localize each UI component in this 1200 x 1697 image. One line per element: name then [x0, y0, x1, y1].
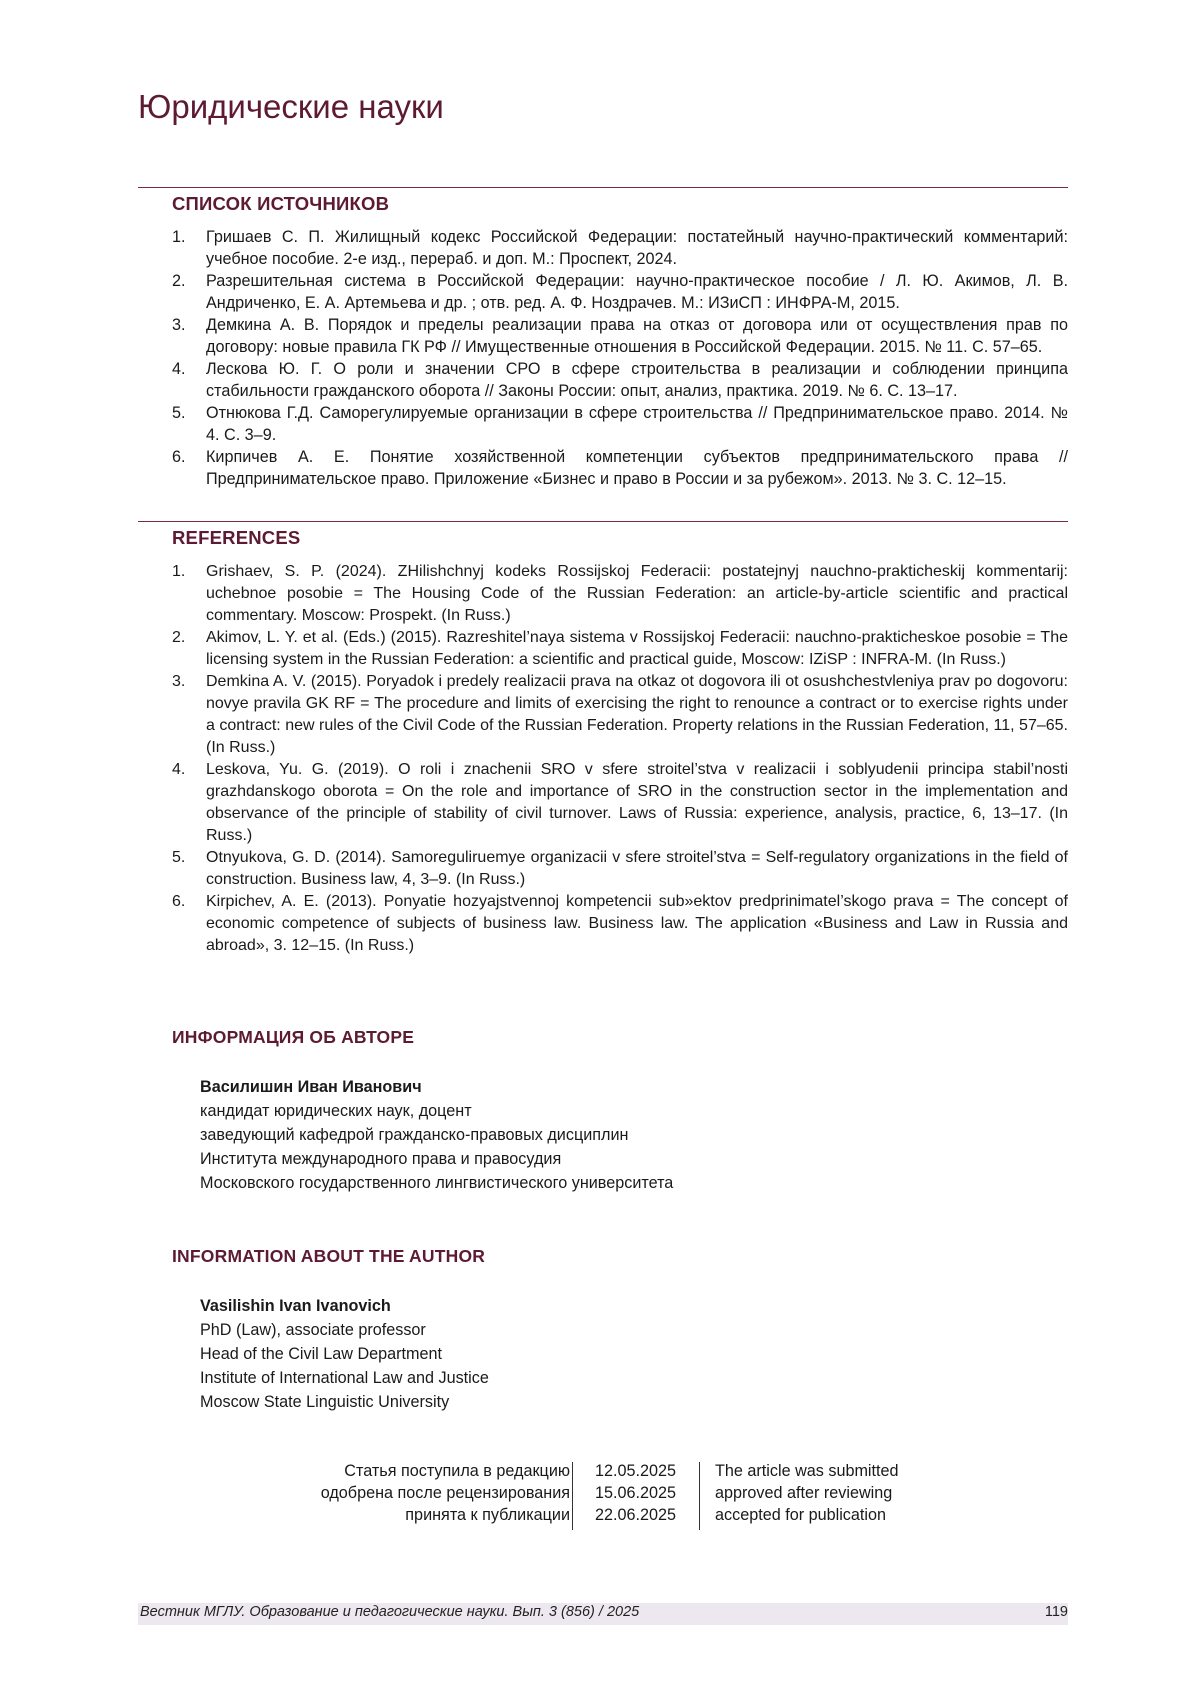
reference-number: 3. — [172, 671, 185, 693]
reference-item — [172, 358, 1068, 402]
author-detail-line: Moscow State Linguistic University — [200, 1390, 489, 1414]
reference-text: Akimov, L. Y. et al. (Eds.) (2015). Razreshitel’naya sistema v Rossijskoj Federacii: nauchno-prakticheskoe posobie = The licensing system in the Russian Federation: a scientific and practical guide, Moscow: IZiSP : INFRA-M. (In Russ.) — [206, 629, 1068, 668]
author-info-ru — [200, 1075, 673, 1195]
reference-text: Кирпичев А. Е. Понятие хозяйственной компетенции субъектов предпринимательского права // Предпринимательское право. Приложение «Бизнес и право в России и за рубежом». 2013. № 3. С. 12–15. — [206, 448, 1068, 488]
reference-number: 6. — [172, 446, 186, 468]
reference-item — [172, 671, 1068, 759]
ru-references-heading: СПИСОК ИСТОЧНИКОВ — [172, 193, 389, 215]
date-label-en: The article was submitted — [715, 1460, 975, 1482]
author-info-en-heading: INFORMATION ABOUT THE AUTHOR — [172, 1246, 485, 1267]
reference-number: 5. — [172, 402, 186, 424]
reference-number: 3. — [172, 314, 186, 336]
date-label-ru: Статья поступила в редакцию — [230, 1460, 570, 1482]
author-detail-line: Московского государственного лингвистического университета — [200, 1171, 673, 1195]
author-detail-line: Institute of International Law and Justice — [200, 1366, 489, 1390]
reference-item — [172, 891, 1068, 957]
reference-item — [172, 402, 1068, 446]
dates-labels-ru — [230, 1460, 570, 1526]
en-references-heading: REFERENCES — [172, 527, 300, 549]
date-value: 22.06.2025 — [595, 1504, 685, 1526]
reference-number: 1. — [172, 226, 186, 248]
footer-journal-title: Вестник МГЛУ. Образование и педагогические науки. Вып. 3 (856) / 2025 — [140, 1604, 639, 1620]
reference-text: Grishaev, S. P. (2024). ZHilishchnyj kodeks Rossijskoj Federacii: postatejnyj nauchno-prakticheskij kommentarij: uchebnoe posobie = The Housing Code of the Russian Federation: an article-by-article scientific and practical commentary. Moscow: Prospekt. (In Russ.) — [206, 563, 1068, 624]
reference-text: Гришаев С. П. Жилищный кодекс Российской Федерации: постатейный научно-практический комментарий: учебное пособие. 2-е изд., перераб. и доп. М.: Проспект, 2024. — [206, 228, 1068, 268]
author-info-en — [200, 1294, 489, 1414]
reference-number: 2. — [172, 627, 185, 649]
ru-references-list — [172, 226, 1068, 490]
date-label-en: approved after reviewing — [715, 1482, 975, 1504]
author-detail-line: кандидат юридических наук, доцент — [200, 1099, 673, 1123]
section-divider — [138, 187, 1068, 188]
author-detail-line: Института международного права и правосудия — [200, 1147, 673, 1171]
date-value: 15.06.2025 — [595, 1482, 685, 1504]
reference-text: Leskova, Yu. G. (2019). O roli i znachenii SRO v sfere stroitel’stva v realizacii i soblyudenii principa stabil’nosti grazhdanskogo oborota = On the role and importance of SRO in the construction sector in the implementation and observance of the principle of stability of civil turnover. Laws of Russia: experience, analysis, practice, 6, 13–17. (In Russ.) — [206, 761, 1068, 844]
author-detail-line: Head of the Civil Law Department — [200, 1342, 489, 1366]
dates-values — [595, 1460, 685, 1526]
reference-number: 6. — [172, 891, 185, 913]
article-dates-table — [200, 1460, 1000, 1532]
reference-item — [172, 270, 1068, 314]
reference-item — [172, 759, 1068, 847]
reference-number: 5. — [172, 847, 185, 869]
reference-text: Лескова Ю. Г. О роли и значении СРО в сфере строительства в реализации и соблюдении принципа стабильности гражданского оборота // Законы России: опыт, анализ, практика. 2019. № 6. С. 13–17. — [206, 360, 1068, 400]
date-label-ru: принята к публикации — [230, 1504, 570, 1526]
author-info-ru-heading: ИНФОРМАЦИЯ ОБ АВТОРЕ — [172, 1027, 414, 1048]
reference-item — [172, 446, 1068, 490]
author-name: Vasilishin Ivan Ivanovich — [200, 1294, 489, 1318]
reference-text: Kirpichev, A. E. (2013). Ponyatie hozyajstvennoj kompetencii sub»ektov predprinimatel’skogo prava = The concept of economic competence of subjects of business law. Business law. The application «Business and Law in Russia and abroad», 3. 12–15. (In Russ.) — [206, 893, 1068, 954]
author-name: Василишин Иван Иванович — [200, 1075, 673, 1099]
reference-text: Демкина А. В. Порядок и пределы реализации права на отказ от договора или от осуществления прав по договору: новые правила ГК РФ // Имущественные отношения в Российской Федерации. 2015. № 11. С. 57–65. — [206, 316, 1068, 356]
reference-number: 4. — [172, 759, 185, 781]
reference-text: Отнюкова Г.Д. Саморегулируемые организации в сфере строительства // Предпринимательское право. 2014. № 4. С. 3–9. — [206, 404, 1068, 444]
reference-item — [172, 627, 1068, 671]
dates-divider — [699, 1462, 700, 1530]
page-number: 119 — [1045, 1604, 1068, 1620]
date-label-ru: одобрена после рецензирования — [230, 1482, 570, 1504]
date-value: 12.05.2025 — [595, 1460, 685, 1482]
reference-item — [172, 847, 1068, 891]
dates-divider — [572, 1462, 573, 1530]
reference-number: 4. — [172, 358, 186, 380]
reference-item — [172, 226, 1068, 270]
reference-text: Otnyukova, G. D. (2014). Samoreguliruemye organizacii v sfere stroitel’stva = Self-regulatory organizations in the field of construction. Business law, 4, 3–9. (In Russ.) — [206, 849, 1068, 888]
reference-number: 1. — [172, 561, 185, 583]
en-references-list — [172, 561, 1068, 957]
page-title: Юридические науки — [138, 88, 444, 126]
section-divider — [138, 521, 1068, 522]
dates-labels-en — [715, 1460, 975, 1526]
reference-item — [172, 314, 1068, 358]
date-label-en: accepted for publication — [715, 1504, 975, 1526]
author-detail-line: PhD (Law), associate professor — [200, 1318, 489, 1342]
reference-text: Разрешительная система в Российской Федерации: научно-практическое пособие / Л. Ю. Акимов, Л. В. Андриченко, Е. А. Артемьева и др. ; отв. ред. А. Ф. Ноздрачев. М.: ИЗиСП : ИНФРА-М, 2015. — [206, 272, 1068, 312]
author-detail-line: заведующий кафедрой гражданско-правовых дисциплин — [200, 1123, 673, 1147]
reference-text: Demkina A. V. (2015). Poryadok i predely realizacii prava na otkaz ot dogovora ili ot osushchestvleniya prav po dogovoru: novye pravila GK RF = The procedure and limits of exercising the right to renounce a contract or to exercise rights under a contract: new rules of the Civil Code of the Russian Federation. Property relations in the Russian Federation, 11, 57–65. (In Russ.) — [206, 673, 1068, 756]
reference-number: 2. — [172, 270, 186, 292]
reference-item — [172, 561, 1068, 627]
